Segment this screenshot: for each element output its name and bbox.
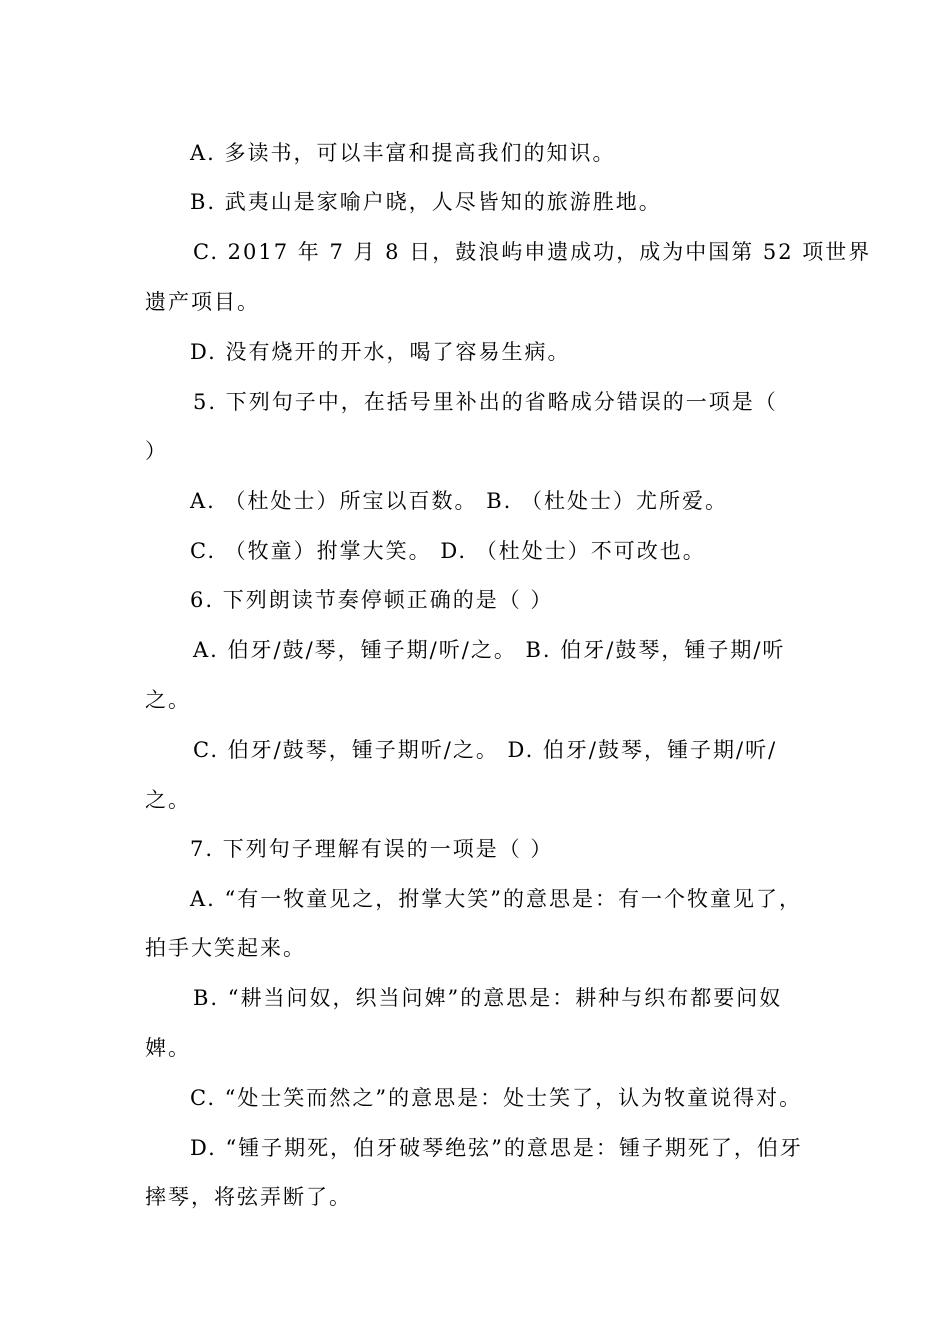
q7-option-b-cont: 婢。 [145,1036,191,1060]
q6-options-cd: C. 伯牙/鼓琴，锺子期听/之。 D. 伯牙/鼓琴，锺子期/听/ [193,738,778,762]
q4-option-c-cont: 遗产项目。 [145,290,260,314]
q4-option-b: B. 武夷山是家喻户晓，人尽皆知的旅游胜地。 [190,190,662,214]
q5-options-cd: C. （牧童）拊掌大笑。 D. （杜处士）不可改也。 [190,539,706,563]
q5-stem-cont: ） [145,439,168,463]
q7-option-d-cont: 摔琴，将弦弄断了。 [145,1185,352,1209]
q6-options-ab: A. 伯牙/鼓/琴，锺子期/听/之。 B. 伯牙/鼓琴，锺子期/听 [193,638,786,662]
q7-option-a-cont: 拍手大笑起来。 [145,936,306,960]
q6-options-cd-cont: 之。 [145,788,191,812]
q4-option-c: C. 2017 年 7 月 8 日，鼓浪屿申遗成功，成为中国第 52 项世界 [193,240,872,264]
q7-option-c: C. “处士笑而然之”的意思是：处士笑了，认为牧童说得对。 [190,1086,803,1110]
q7-stem: 7. 下列句子理解有误的一项是（ ） [190,837,554,861]
q7-option-a: A. “有一牧童见之，拊掌大笑”的意思是：有一个牧童见了， [190,887,802,911]
q6-stem: 6. 下列朗读节奏停顿正确的是（ ） [190,588,554,612]
q4-option-d: D. 没有烧开的开水，喝了容易生病。 [190,340,571,364]
q6-options-ab-cont: 之。 [145,688,191,712]
q4-option-a: A. 多读书，可以丰富和提高我们的知识。 [190,141,616,165]
q7-option-b: B. “耕当问奴，织当问婢”的意思是：耕种与织布都要问奴 [193,986,783,1010]
q7-option-d: D. “锺子期死，伯牙破琴绝弦”的意思是：锺子期死了，伯牙 [190,1136,803,1160]
q5-stem: 5. 下列句子中，在括号里补出的省略成分错误的一项是（ [193,390,778,414]
q5-options-ab: A. （杜处士）所宝以百数。 B. （杜处士）尤所爱。 [190,489,728,513]
